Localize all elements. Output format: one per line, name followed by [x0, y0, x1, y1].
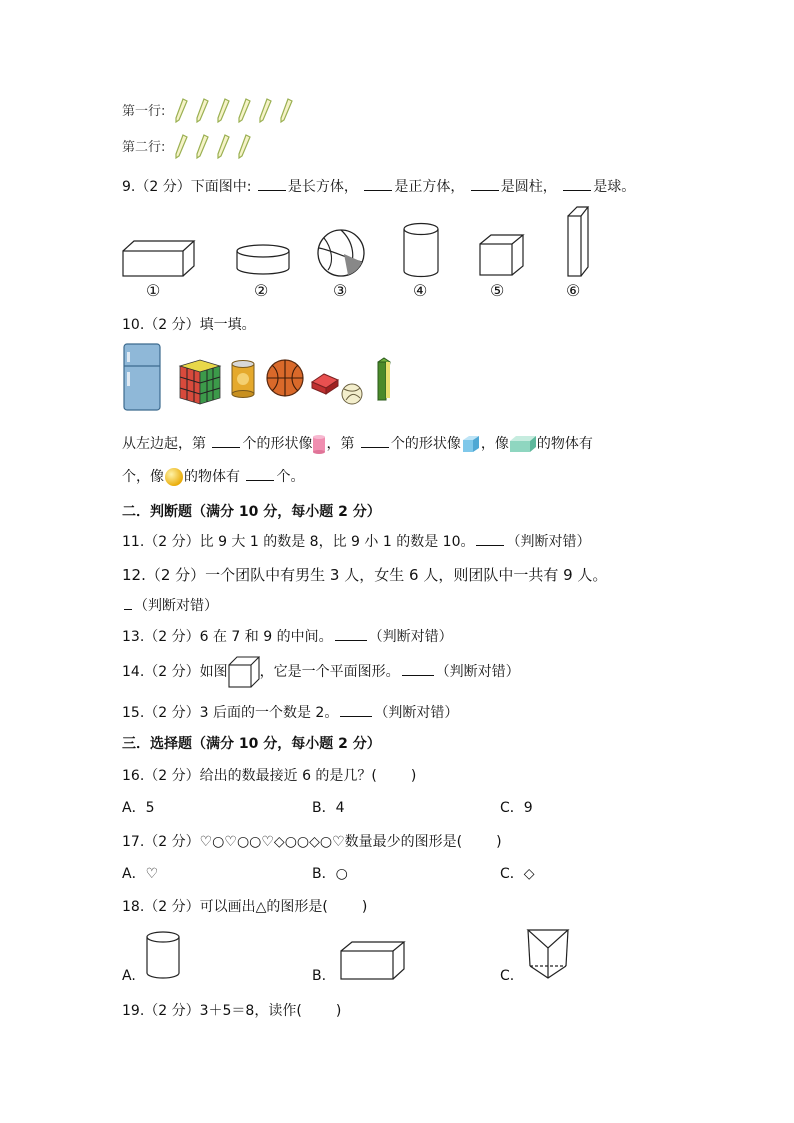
judge-label: （判断对错）: [368, 629, 453, 645]
q10-text: ，第: [326, 436, 355, 452]
pencil-icon: [174, 134, 188, 160]
q10-text: 个的形状像: [390, 436, 461, 452]
q10-text: 的物体有: [184, 469, 240, 485]
q9-prompt: 9.（2 分）下面图中:: [122, 179, 252, 195]
rubik-cube-icon: [180, 360, 220, 404]
answer-blank[interactable]: [340, 704, 372, 717]
answer-blank[interactable]: [246, 468, 274, 481]
q10-text: 个的形状像: [242, 436, 313, 452]
pencils: [174, 103, 300, 119]
q18-option-c[interactable]: C.: [500, 968, 515, 984]
question-14: [122, 656, 520, 688]
section-3-title: 三．选择题（满分 10 分，每小题 2 分）: [122, 736, 381, 752]
q10-text: ，像: [480, 436, 509, 452]
q14-text: 14.（2 分）如图: [122, 664, 228, 680]
shape-number-3: ③: [333, 281, 348, 300]
ball-shape: [316, 228, 366, 278]
pencil-icon: [258, 98, 272, 124]
q18-cuboid-shape: [340, 941, 406, 981]
pencil-icon: [174, 98, 188, 124]
pencil-row-1: [122, 98, 300, 124]
q10-line-2: [122, 466, 304, 488]
pencil-icon: [237, 134, 251, 160]
fridge-icon: [124, 344, 160, 410]
pencil-icon: [279, 98, 293, 124]
cuboid-shape: [122, 240, 196, 278]
q9-text: 是球。: [593, 179, 636, 195]
pencil-icon: [195, 98, 209, 124]
pencil-icon: [216, 134, 230, 160]
paren-close: ): [410, 768, 417, 784]
paren-close: ): [335, 1003, 342, 1019]
answer-blank[interactable]: [212, 435, 240, 448]
pencils: [174, 139, 258, 155]
q17-text: 17.（2 分）♡○♡○○♡◇○○◇○♡数量最少的图形是(: [122, 834, 463, 850]
cube-icon: [461, 434, 481, 454]
question-19: [122, 1000, 341, 1020]
q16-option-a[interactable]: A．5: [122, 800, 155, 816]
q17-option-b[interactable]: B．○: [312, 866, 348, 882]
section-2-title: 二．判断题（满分 10 分，每小题 2 分）: [122, 504, 381, 520]
short-cylinder-shape: [236, 244, 290, 276]
q10-line-1: [122, 434, 593, 454]
q18-option-b[interactable]: B.: [312, 968, 327, 984]
answer-blank[interactable]: [402, 663, 434, 676]
q16-option-b[interactable]: B．4: [312, 800, 345, 816]
answer-blank[interactable]: [471, 178, 499, 191]
can-icon: [232, 361, 254, 398]
cuboid-icon: [509, 435, 537, 453]
q14-text: ，它是一个平面图形。: [259, 664, 400, 680]
sphere-icon: [164, 467, 184, 487]
question-11: [122, 531, 590, 551]
question-9: [122, 176, 635, 196]
q17-option-c[interactable]: C．◇: [500, 866, 535, 882]
basketball-icon: [267, 360, 303, 396]
shape-number-5: ⑤: [490, 281, 505, 300]
cylinder-icon: [312, 434, 326, 454]
question-16: [122, 765, 416, 785]
q9-text: 是圆柱，: [500, 179, 557, 195]
pencil-icon: [195, 134, 209, 160]
paren-close: ): [496, 834, 502, 850]
volleyball-icon: [342, 384, 362, 404]
question-12-tail: [122, 595, 218, 615]
q9-text: 是正方体，: [394, 179, 465, 195]
row-label: 第一行:: [122, 104, 166, 119]
q19-text: 19.（2 分）3＋5＝8，读作(: [122, 1003, 302, 1019]
question-17: [122, 831, 502, 851]
q17-option-a[interactable]: A．♡: [122, 866, 159, 882]
shape-number-2: ②: [254, 281, 269, 300]
q11-text: 11.（2 分）比 9 大 1 的数是 8，比 9 小 1 的数是 10。: [122, 534, 475, 550]
answer-blank[interactable]: [476, 533, 504, 546]
judge-label: （判断对错）: [435, 664, 520, 680]
eraser-icon: [312, 374, 338, 394]
shape-number-1: ①: [146, 281, 161, 300]
q18-triangular-prism-shape: [524, 924, 572, 980]
book-icon: [378, 358, 390, 400]
question-15: [122, 702, 458, 722]
q12-text: 12.（2 分）一个团队中有男生 3 人，女生 6 人，则团队中一共有 9 人。: [122, 566, 608, 584]
q18-option-a[interactable]: A.: [122, 968, 136, 984]
answer-blank[interactable]: [335, 628, 367, 641]
q10-text: 个。: [276, 469, 305, 485]
objects-picture: [122, 342, 398, 412]
pencil-row-2: [122, 134, 258, 160]
question-18: [122, 896, 367, 916]
answer-blank[interactable]: [361, 435, 389, 448]
cube-outline-icon: [228, 656, 260, 688]
q9-text: 是长方体，: [287, 179, 358, 195]
pencil-icon: [216, 98, 230, 124]
answer-blank[interactable]: [124, 597, 132, 610]
shape-number-6: ⑥: [566, 281, 581, 300]
q16-text: 16.（2 分）给出的数最接近 6 的是几？(: [122, 768, 377, 784]
answer-blank[interactable]: [258, 178, 286, 191]
q13-text: 13.（2 分）6 在 7 和 9 的中间。: [122, 629, 333, 645]
judge-label: （判断对错）: [374, 705, 459, 721]
cylinder-shape: [402, 222, 440, 278]
row-label: 第二行:: [122, 140, 166, 155]
judge-label: （判断对错）: [506, 534, 591, 550]
q16-option-c[interactable]: C．9: [500, 800, 533, 816]
answer-blank[interactable]: [563, 178, 591, 191]
q18-cylinder-shape: [145, 930, 181, 980]
q18-text: 18.（2 分）可以画出△的图形是(: [122, 899, 328, 915]
q10-title: 10.（2 分）填一填。: [122, 317, 256, 333]
q15-text: 15.（2 分）3 后面的一个数是 2。: [122, 705, 339, 721]
q10-text: 个，像: [122, 469, 164, 485]
paren-close: ): [361, 899, 368, 915]
tall-prism-shape: [566, 206, 590, 278]
question-13: [122, 626, 453, 646]
judge-label: （判断对错）: [134, 598, 218, 614]
q10-text: 的物体有: [536, 436, 593, 452]
pencil-icon: [237, 98, 251, 124]
q10-text: 从左边起，第: [122, 436, 206, 452]
cube-shape: [479, 234, 525, 276]
question-12: [122, 564, 607, 585]
answer-blank[interactable]: [364, 178, 392, 191]
shape-number-4: ④: [413, 281, 428, 300]
